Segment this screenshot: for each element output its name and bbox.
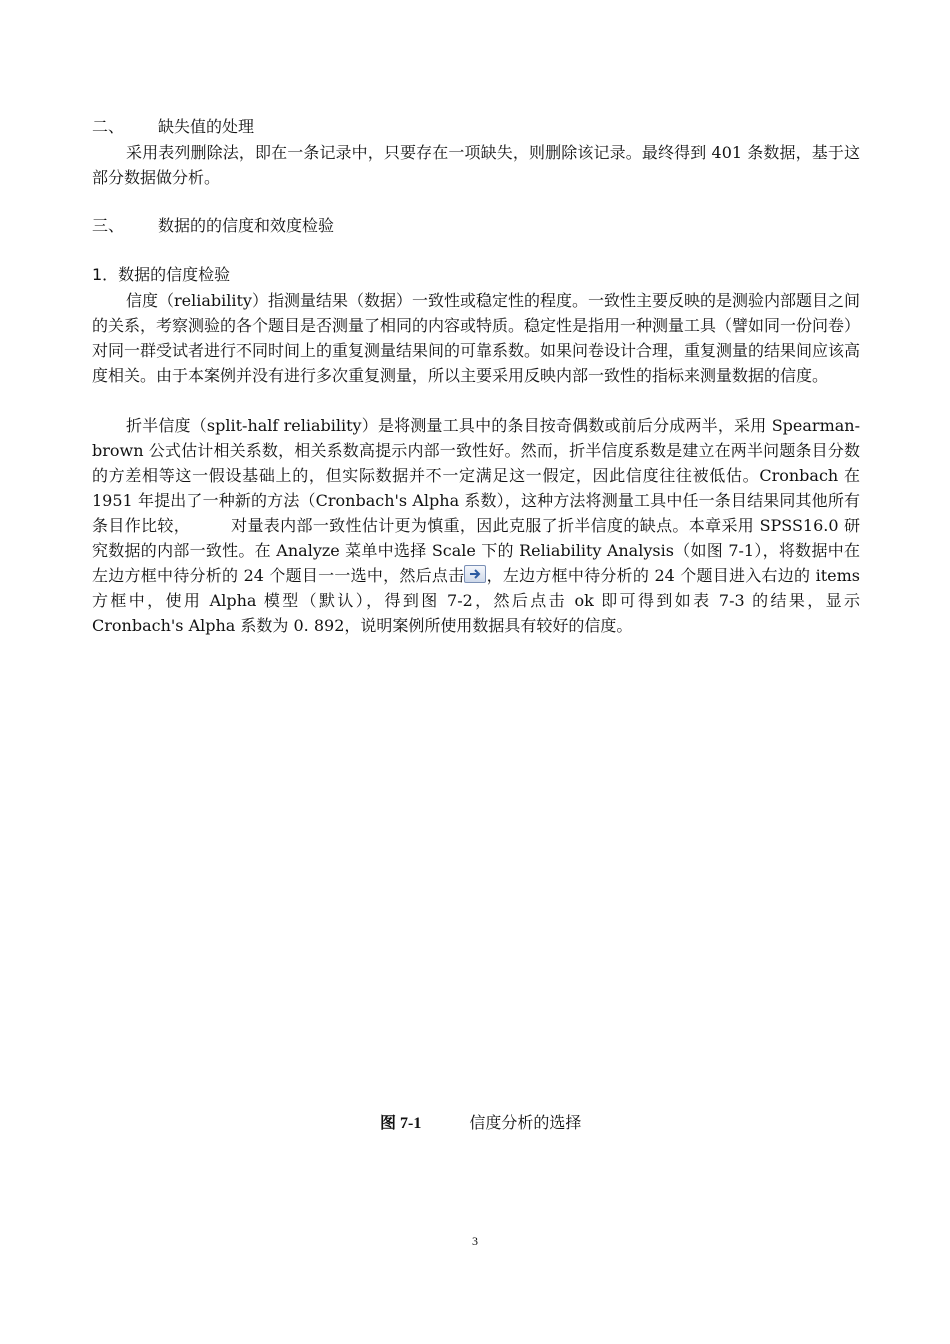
page-number: 3 — [472, 1234, 478, 1248]
paragraph-split-half — [92, 413, 860, 638]
section-title: 缺失值的处理 — [158, 117, 255, 136]
section-heading-missing-values — [92, 116, 254, 138]
section-title: 数据的的信度和效度检验 — [158, 216, 335, 235]
paragraph-missing-values: 采用表列删除法，即在一条记录中，只要存在一项缺失，则删除该记录。最终得到 401 条数据，基于这部分数据做分析。 — [92, 143, 860, 187]
paragraph-text: ，左边方框中待分析的 24 个题目进入右边的 items 方框中，使用 Alpha 模型（默认），得到图 7-2，然后点击 ok 即可得到如表 7-3 的结果，显示 Cronbach's Alpha 系数为 0. 892，说明案例所使用数据具有较好的信度。 — [92, 566, 860, 635]
figure-label: 图 7-1 — [380, 1115, 422, 1132]
figure-caption-text: 信度分析的选择 — [469, 1113, 582, 1132]
section-heading-reliability-validity — [92, 215, 334, 237]
section-number: 二、 — [92, 117, 125, 136]
paragraph-text: 折半信度（split-half reliability）是将测量工具中的条目按奇偶数或前后分成两半，采用 Spearman-brown 公式估计相关系数，相关系数高提示内部一致性好。然而，折半信度系数是建立在两半问题条目分数的方差相等这一假设基础上的，但实际数据并不一定满足这一假定，因此信度往往被低估。Cronbach 在 1951 年提出了一种新的方法（Cronbach's Alpha 系数），这种方法将测量工具中任一条目结果同其他所有条目作比较， 对量表内部一致性估计更为慎重，因此克服了折半信度的缺点。本章采用 SPSS16.0 研究数据的内部一致性。在 Analyze 菜单中选择 Scale 下的 Reliability Analysis（如图 7-1），将数据中在左边方框中待分析的 24 个题目一一选中，然后点击 — [92, 416, 860, 585]
subsection-heading-reliability: 1．数据的信度检验 — [92, 265, 231, 284]
section-number: 三、 — [92, 216, 125, 235]
figure-caption — [380, 1112, 581, 1135]
arrow-right-icon — [464, 565, 486, 583]
paragraph-reliability-definition: 信度（reliability）指测量结果（数据）一致性或稳定性的程度。一致性主要反映的是测验内部题目之间的关系，考察测验的各个题目是否测量了相同的内容或特质。稳定性是指用一种测量工具（譬如同一份问卷）对同一群受试者进行不同时间上的重复测量结果间的可靠系数。如果问卷设计合理，重复测量的结果间应该高度相关。由于本案例并没有进行多次重复测量，所以主要采用反映内部一致性的指标来测量数据的信度。 — [92, 291, 861, 385]
